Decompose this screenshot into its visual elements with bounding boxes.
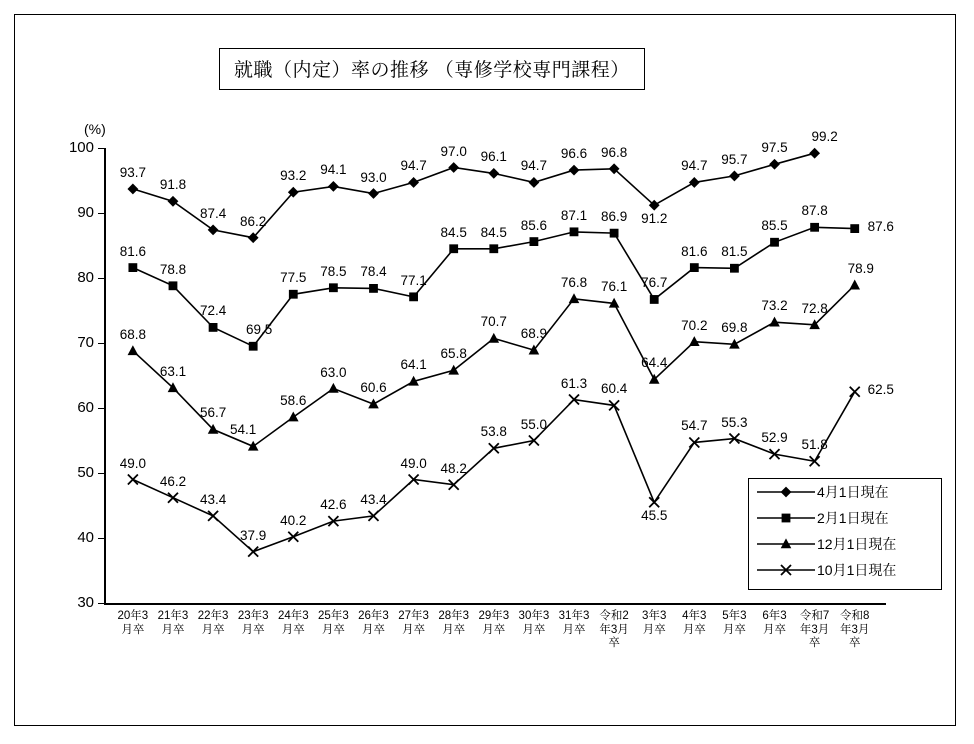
y-tick-label: 70 bbox=[77, 334, 94, 351]
data-point-label: 70.2 bbox=[681, 317, 708, 333]
series-marker bbox=[770, 238, 779, 247]
data-point-label: 52.9 bbox=[761, 430, 788, 446]
series-marker bbox=[289, 290, 298, 299]
series-marker bbox=[809, 148, 820, 159]
series-marker bbox=[328, 383, 339, 393]
series-marker bbox=[850, 224, 859, 233]
legend-marker-square-icon bbox=[755, 508, 817, 528]
page-title: 就職（内定）率の推移 （専修学校専門課程） bbox=[219, 48, 645, 90]
series-marker bbox=[529, 177, 540, 188]
series-marker bbox=[781, 487, 792, 498]
series-marker bbox=[569, 293, 580, 303]
series-marker bbox=[249, 342, 258, 351]
data-point-label: 76.1 bbox=[600, 279, 628, 295]
data-point-label: 76.7 bbox=[641, 275, 668, 291]
x-tick-label: 25年3 月卒 bbox=[318, 610, 349, 636]
series-marker bbox=[689, 177, 700, 188]
series-marker bbox=[128, 475, 138, 485]
x-tick-label: 令和8 年3月 卒 bbox=[840, 610, 870, 649]
data-point-label: 60.6 bbox=[360, 380, 387, 396]
x-tick-label: 30年3 月卒 bbox=[518, 610, 550, 636]
data-point-label: 96.8 bbox=[600, 144, 628, 160]
data-point-label: 96.1 bbox=[480, 149, 507, 165]
data-point-label: 99.2 bbox=[811, 129, 838, 145]
legend-label: 2月1日現在 bbox=[817, 510, 889, 526]
series-marker bbox=[248, 547, 258, 557]
data-point-label: 93.7 bbox=[119, 164, 146, 180]
data-point-label: 58.6 bbox=[280, 393, 307, 409]
series-marker bbox=[409, 292, 418, 301]
data-point-label: 53.8 bbox=[480, 424, 507, 440]
series-marker bbox=[288, 412, 299, 422]
x-tick-label: 令和7 年3月 卒 bbox=[799, 610, 830, 649]
data-point-label: 84.5 bbox=[440, 224, 467, 240]
y-tick-mark bbox=[98, 603, 104, 604]
series-marker bbox=[128, 345, 139, 355]
data-point-label: 78.5 bbox=[320, 263, 347, 279]
data-point-label: 62.5 bbox=[867, 381, 894, 397]
x-tick-label: 4年3 月卒 bbox=[682, 610, 707, 636]
data-point-label: 64.4 bbox=[641, 355, 668, 371]
data-point-label: 65.8 bbox=[440, 346, 467, 362]
data-point-label: 76.8 bbox=[560, 274, 588, 290]
x-tick-label: 29年3 月卒 bbox=[478, 610, 510, 636]
data-point-label: 48.2 bbox=[440, 460, 467, 476]
data-point-label: 54.7 bbox=[681, 418, 708, 434]
data-point-label: 85.5 bbox=[761, 218, 788, 234]
series-marker bbox=[849, 280, 860, 290]
y-tick-label: 30 bbox=[77, 594, 94, 611]
y-tick-label: 60 bbox=[77, 399, 94, 416]
data-point-label: 56.7 bbox=[199, 405, 227, 421]
data-point-label: 63.0 bbox=[320, 364, 347, 380]
data-point-label: 69.5 bbox=[246, 322, 273, 338]
legend-item[interactable] bbox=[749, 505, 941, 531]
data-point-label: 55.0 bbox=[520, 416, 548, 432]
data-point-label: 81.6 bbox=[119, 243, 146, 259]
data-point-label: 93.2 bbox=[280, 168, 307, 184]
data-point-label: 93.0 bbox=[360, 169, 387, 185]
x-tick-label: 23年3 月卒 bbox=[237, 610, 269, 636]
x-tick-label: 31年3 月卒 bbox=[558, 610, 590, 636]
data-point-label: 96.6 bbox=[560, 146, 588, 162]
x-tick-label: 27年3 月卒 bbox=[398, 610, 429, 636]
series-marker bbox=[729, 171, 740, 182]
data-point-label: 46.2 bbox=[159, 473, 187, 489]
x-tick-label: 6年3 月卒 bbox=[762, 610, 787, 636]
data-point-label: 49.0 bbox=[400, 455, 427, 471]
data-point-label: 87.8 bbox=[801, 203, 828, 219]
data-point-label: 94.7 bbox=[520, 158, 548, 174]
legend-marker-cross-icon bbox=[755, 560, 817, 580]
data-point-label: 77.5 bbox=[280, 270, 307, 286]
series-marker bbox=[488, 333, 499, 343]
x-tick-label: 20年3 月卒 bbox=[117, 610, 149, 636]
data-point-label: 72.4 bbox=[199, 303, 227, 319]
data-point-label: 49.0 bbox=[119, 455, 146, 471]
series-marker bbox=[208, 511, 218, 521]
data-point-label: 97.0 bbox=[440, 143, 467, 159]
series-marker bbox=[408, 177, 419, 188]
y-axis-unit-label: (%) bbox=[84, 121, 106, 137]
legend-marker-triangle-icon bbox=[755, 534, 817, 554]
series-marker bbox=[168, 493, 178, 503]
data-point-label: 94.1 bbox=[320, 162, 347, 178]
x-axis-line bbox=[104, 603, 886, 605]
data-point-label: 81.6 bbox=[681, 243, 708, 259]
legend-label: 10月1日現在 bbox=[817, 562, 897, 578]
data-point-label: 37.9 bbox=[240, 527, 267, 543]
data-point-label: 55.3 bbox=[721, 414, 748, 430]
data-point-label: 68.8 bbox=[119, 326, 146, 342]
series-marker bbox=[689, 336, 700, 346]
data-point-label: 43.4 bbox=[199, 491, 227, 507]
x-tick-label: 21年3 月卒 bbox=[157, 610, 189, 636]
series-marker bbox=[368, 188, 379, 199]
series-marker bbox=[690, 263, 699, 272]
series-marker bbox=[449, 244, 458, 253]
legend bbox=[748, 478, 942, 590]
legend-label: 12月1日現在 bbox=[817, 536, 897, 552]
legend-marker-diamond-icon bbox=[755, 482, 817, 502]
data-point-label: 78.9 bbox=[847, 261, 874, 277]
series-line bbox=[133, 153, 815, 238]
data-point-label: 68.9 bbox=[520, 326, 548, 342]
series-marker bbox=[489, 244, 498, 253]
series-marker bbox=[209, 323, 218, 332]
x-tick-label: 3年3 月卒 bbox=[642, 610, 667, 636]
series-marker bbox=[448, 162, 459, 173]
series-marker bbox=[448, 365, 459, 375]
series-marker bbox=[248, 441, 259, 451]
x-tick-label: 5年3 月卒 bbox=[722, 610, 747, 636]
data-point-label: 73.2 bbox=[761, 298, 788, 314]
data-point-label: 95.7 bbox=[721, 151, 748, 167]
series-marker bbox=[782, 514, 791, 523]
x-tick-label: 28年3 月卒 bbox=[438, 610, 470, 636]
series-marker bbox=[369, 284, 378, 293]
data-point-label: 84.5 bbox=[480, 224, 507, 240]
x-tick-label: 令和2 年3月 卒 bbox=[599, 610, 629, 649]
series-marker bbox=[128, 263, 137, 272]
legend-item[interactable] bbox=[749, 531, 941, 557]
series-marker bbox=[288, 532, 298, 542]
data-point-label: 63.1 bbox=[159, 363, 187, 379]
data-point-label: 43.4 bbox=[360, 491, 387, 507]
data-point-label: 81.5 bbox=[721, 244, 748, 260]
series-marker bbox=[328, 181, 339, 192]
data-point-label: 91.2 bbox=[641, 211, 668, 227]
data-point-label: 61.3 bbox=[560, 375, 588, 391]
series-marker bbox=[769, 317, 780, 327]
series-marker bbox=[810, 223, 819, 232]
data-point-label: 94.7 bbox=[681, 158, 708, 174]
x-tick-label: 24年3 月卒 bbox=[277, 610, 309, 636]
series-marker bbox=[488, 168, 499, 179]
data-point-label: 78.4 bbox=[360, 264, 387, 280]
data-point-label: 94.7 bbox=[400, 158, 427, 174]
series-marker bbox=[730, 264, 739, 273]
y-tick-label: 40 bbox=[77, 529, 94, 546]
x-tick-label: 22年3 月卒 bbox=[197, 610, 229, 636]
series-marker bbox=[329, 283, 338, 292]
series-marker bbox=[127, 184, 138, 195]
data-point-label: 87.1 bbox=[560, 207, 588, 223]
legend-item[interactable] bbox=[749, 479, 941, 505]
data-point-label: 51.8 bbox=[801, 437, 828, 453]
series-marker bbox=[649, 497, 659, 507]
data-point-label: 69.8 bbox=[721, 320, 748, 336]
y-tick-label: 100 bbox=[68, 139, 94, 156]
data-point-label: 77.1 bbox=[400, 272, 427, 288]
series-marker bbox=[169, 281, 178, 290]
series-marker bbox=[769, 159, 780, 170]
data-point-label: 45.5 bbox=[641, 508, 668, 524]
legend-item[interactable] bbox=[749, 557, 941, 583]
data-point-label: 86.2 bbox=[240, 213, 267, 229]
series-marker bbox=[530, 237, 539, 246]
data-point-label: 60.4 bbox=[600, 381, 628, 397]
series-marker bbox=[570, 227, 579, 236]
data-point-label: 70.7 bbox=[480, 314, 507, 330]
y-tick-label: 50 bbox=[77, 464, 94, 481]
data-point-label: 87.4 bbox=[199, 205, 227, 221]
data-point-label: 86.9 bbox=[600, 209, 628, 225]
series-marker bbox=[850, 387, 860, 397]
data-point-label: 78.8 bbox=[159, 261, 187, 277]
data-point-label: 64.1 bbox=[400, 357, 427, 373]
x-tick-label: 26年3 月卒 bbox=[358, 610, 389, 636]
series-marker bbox=[208, 225, 219, 236]
data-point-label: 72.8 bbox=[801, 300, 828, 316]
data-point-label: 40.2 bbox=[280, 512, 307, 528]
series-marker bbox=[168, 196, 179, 207]
data-point-label: 85.6 bbox=[520, 217, 548, 233]
series-marker bbox=[610, 229, 619, 238]
data-point-label: 97.5 bbox=[761, 140, 788, 156]
data-point-label: 87.6 bbox=[867, 218, 894, 234]
data-point-label: 54.1 bbox=[230, 422, 257, 438]
data-point-label: 91.8 bbox=[159, 177, 187, 193]
y-tick-label: 80 bbox=[77, 269, 94, 286]
legend-label: 4月1日現在 bbox=[817, 484, 889, 500]
data-point-label: 42.6 bbox=[320, 497, 347, 513]
series-marker bbox=[650, 295, 659, 304]
series-marker bbox=[569, 165, 580, 176]
y-tick-label: 90 bbox=[77, 204, 94, 221]
